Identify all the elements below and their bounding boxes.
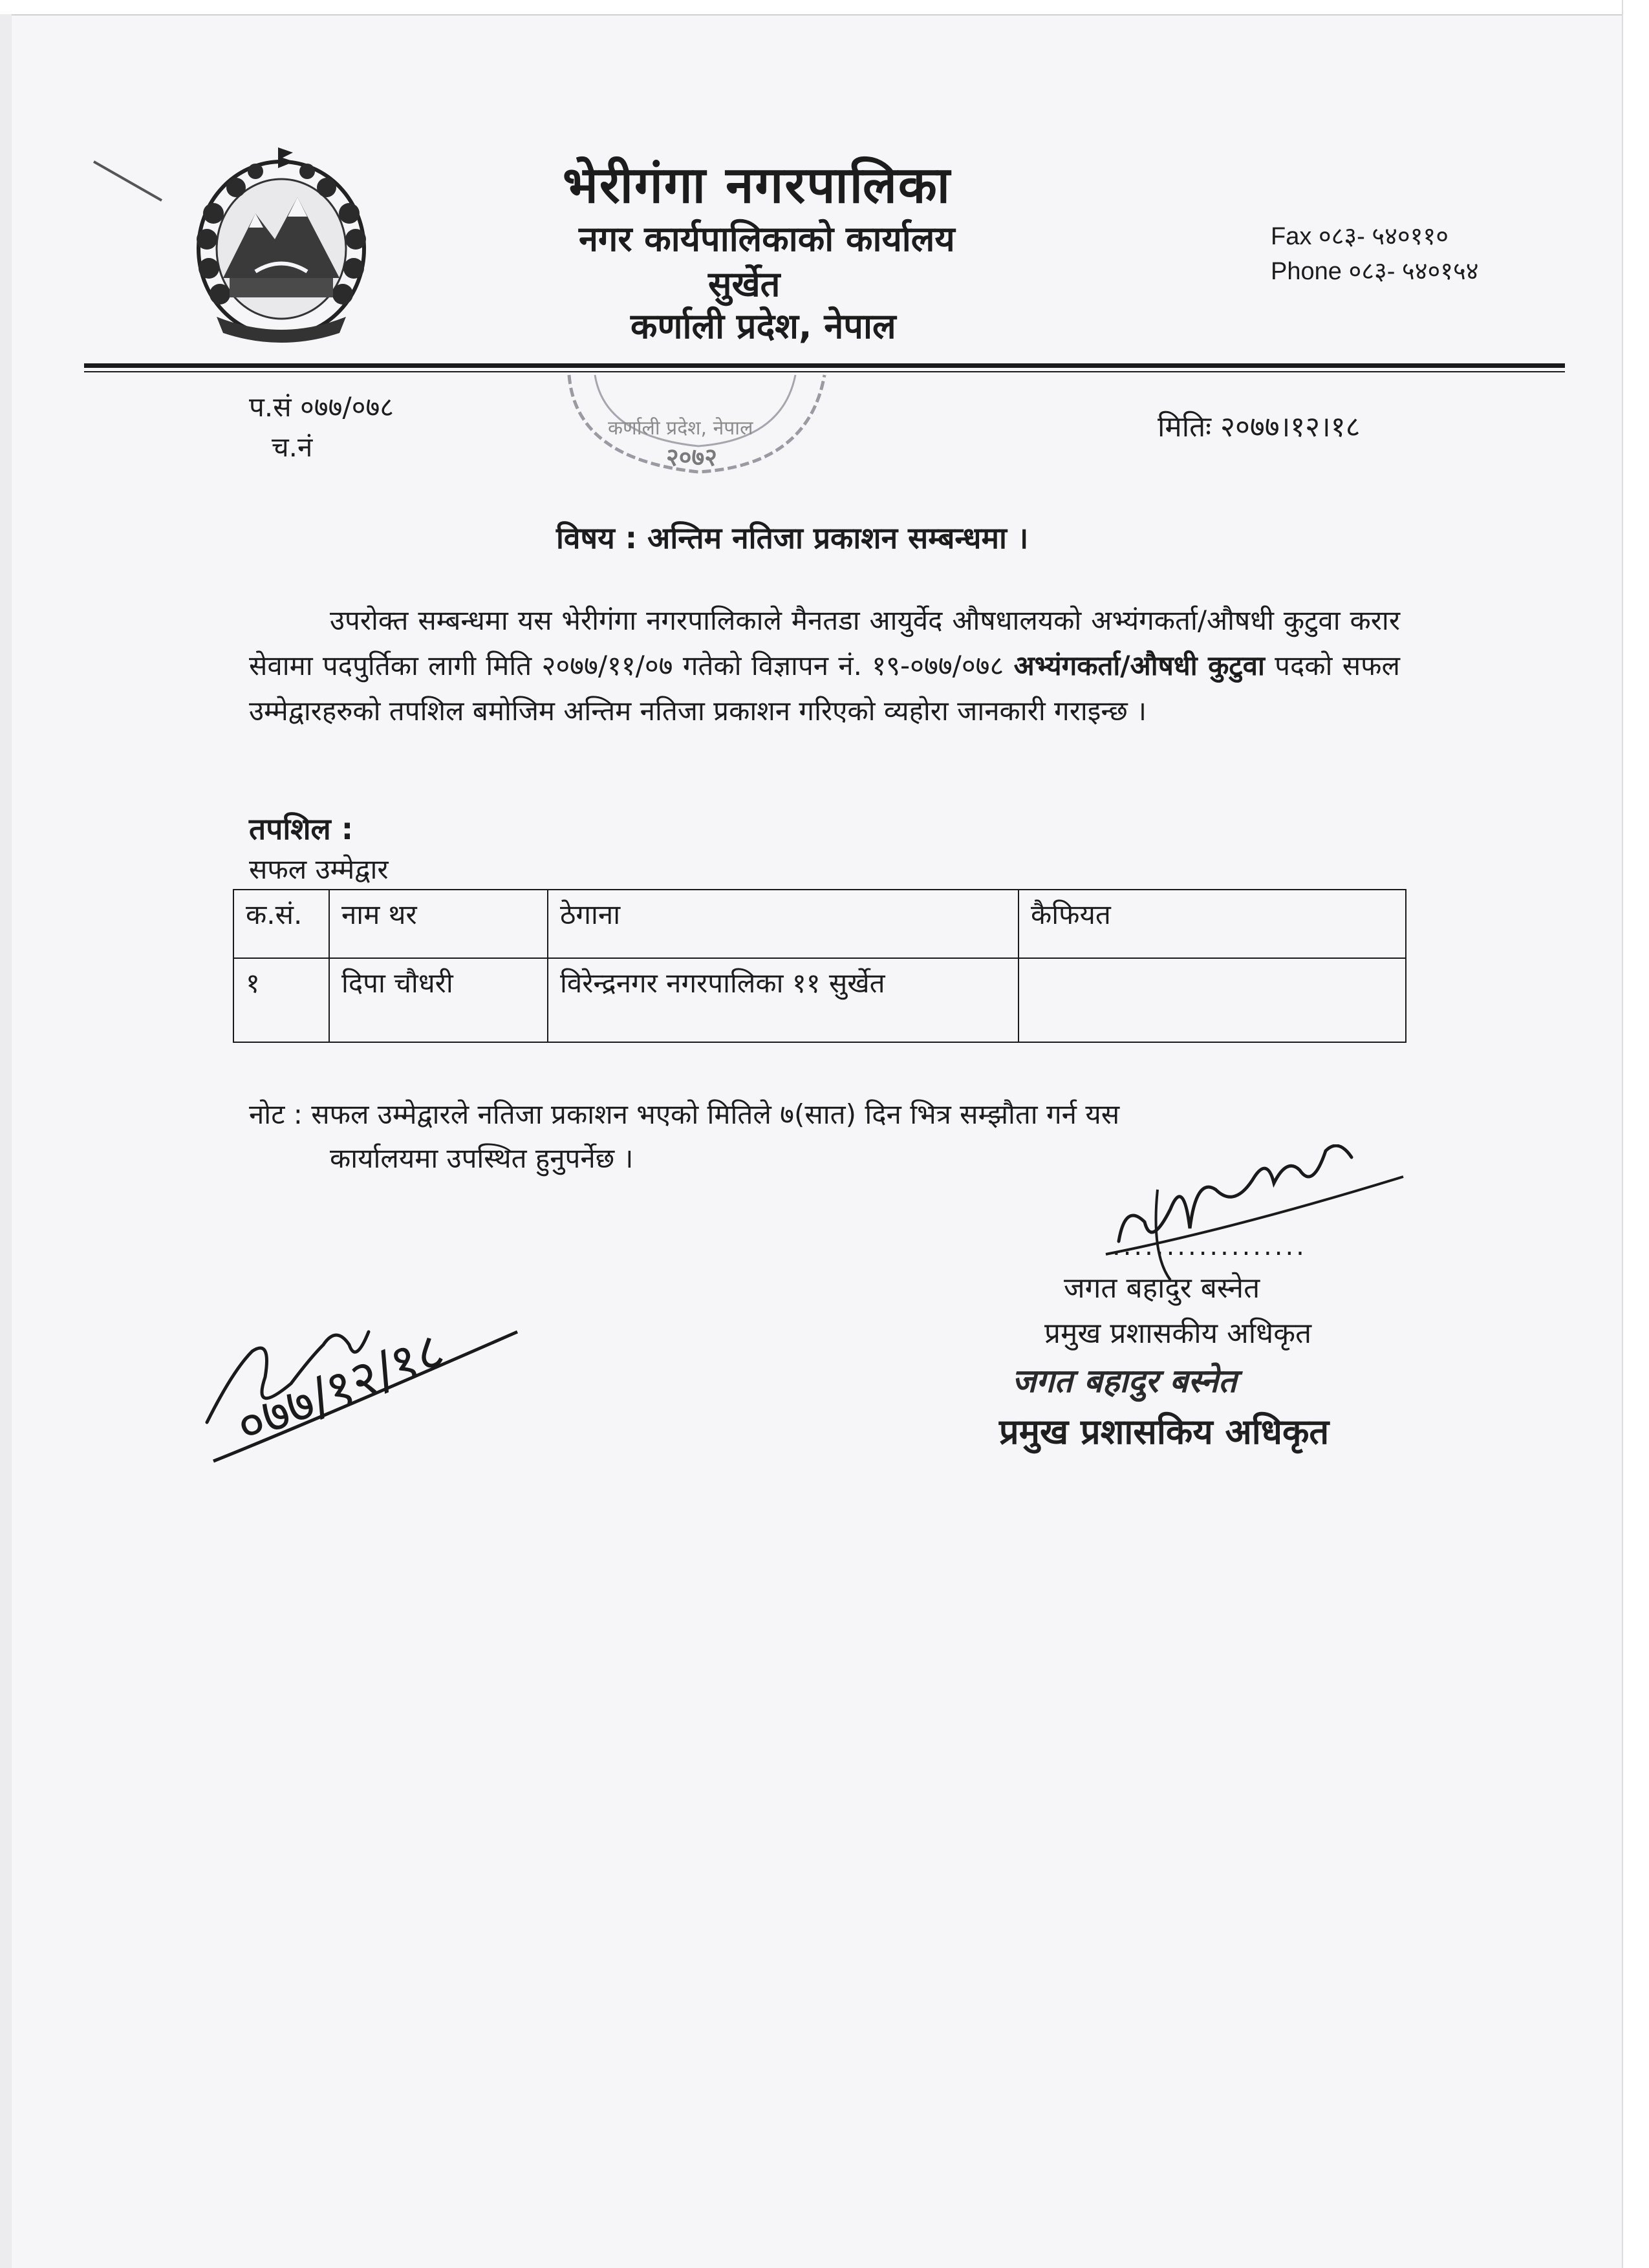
signature bbox=[1093, 1144, 1416, 1287]
note-line-2: कार्यालयमा उपस्थित हुनुपर्नेछ । bbox=[330, 1142, 634, 1174]
letter-date: मितिः २०७७।१२।१८ bbox=[1158, 411, 1361, 444]
letter-subject: विषय : अन्तिम नतिजा प्रकाशन सम्बन्धमा । bbox=[556, 520, 1029, 555]
col-address: ठेगाना bbox=[548, 890, 1018, 958]
table-header-row bbox=[233, 890, 1406, 958]
cell-address: विरेन्द्रनगर नगरपालिका ११ सुर्खेत bbox=[548, 958, 1018, 1042]
district-name: सुर्खेत bbox=[708, 264, 781, 305]
office-seal-stamp bbox=[556, 362, 834, 498]
signatory-title: प्रमुख प्रशासकीय अधिकृत bbox=[1044, 1317, 1312, 1350]
body-text-2: पदको सफल उम्मेद्वारहरुको तपशिल बमोजिम अन्तिम नतिजा प्रकाशन गरिएको व्यहोरा जानकारी गराइन्छ । bbox=[249, 650, 1400, 727]
scan-edge-right bbox=[1622, 0, 1649, 2268]
office-name: नगर कार्यपालिकाको कार्यालय bbox=[579, 219, 955, 259]
col-remarks: कैफियत bbox=[1018, 890, 1406, 958]
seal-text: कर्णाली प्रदेश, नेपाल bbox=[608, 417, 753, 440]
handwritten-date: ०७७/१२/१८ bbox=[228, 1321, 453, 1457]
nepal-emblem-logo bbox=[184, 142, 378, 349]
phone-number: Phone ०८३- ५४०१५४ bbox=[1271, 258, 1479, 285]
dispatch-number: च.नं bbox=[272, 431, 313, 463]
results-table bbox=[233, 889, 1406, 1043]
details-heading: तपशिल : bbox=[249, 811, 354, 846]
scan-edge-top bbox=[0, 0, 1649, 16]
table-row bbox=[233, 958, 1406, 1042]
handwritten-received-note bbox=[194, 1261, 530, 1474]
municipality-name: भेरीगंगा नगरपालिका bbox=[563, 156, 951, 215]
cell-name: दिपा चौधरी bbox=[329, 958, 548, 1042]
reference-number: प.सं ०७७/०७८ bbox=[249, 391, 394, 423]
body-text-1: उपरोक्त सम्बन्धमा यस भेरीगंगा नगरपालिकाले मैनतडा आयुर्वेद औषधालयको अभ्यंगकर्ता/औषधी कुटुवा करार सेवामा पदपुर्तिका लागी मिति २०७७/११/०७ गतेको विज्ञापन नं. १९-०७७/०७८ bbox=[249, 604, 1400, 681]
successful-candidates-label: सफल उम्मेद्वार bbox=[249, 853, 389, 885]
signatory-stamp-name: जगत बहादुर बस्नेत bbox=[1012, 1362, 1237, 1400]
body-paragraph bbox=[249, 598, 1400, 734]
seal-year: २०७२ bbox=[666, 443, 718, 471]
body-post-name: अभ्यंगकर्ता/औषधी कुटुवा bbox=[1013, 650, 1265, 681]
note-line-1: नोट : सफल उम्मेद्वारले नतिजा प्रकाशन भएको मितिले ७(सात) दिन भित्र सम्झौता गर्न यस bbox=[249, 1098, 1120, 1130]
col-name: नाम थर bbox=[329, 890, 548, 958]
scan-mark bbox=[91, 155, 168, 207]
col-serial: क.सं. bbox=[233, 890, 329, 958]
cell-serial: १ bbox=[233, 958, 329, 1042]
cell-remarks bbox=[1018, 958, 1406, 1042]
signatory-name: जगत बहादुर बस्नेत bbox=[1064, 1272, 1260, 1305]
signatory-stamp-title: प्रमुख प्रशासकिय अधिकृत bbox=[999, 1411, 1330, 1452]
fax-number: Fax ०८३- ५४०११० bbox=[1271, 223, 1449, 250]
province-name: कर्णाली प्रदेश, नेपाल bbox=[630, 306, 896, 347]
signature-line: .................. bbox=[1112, 1232, 1307, 1261]
scan-edge-left bbox=[0, 14, 12, 2268]
